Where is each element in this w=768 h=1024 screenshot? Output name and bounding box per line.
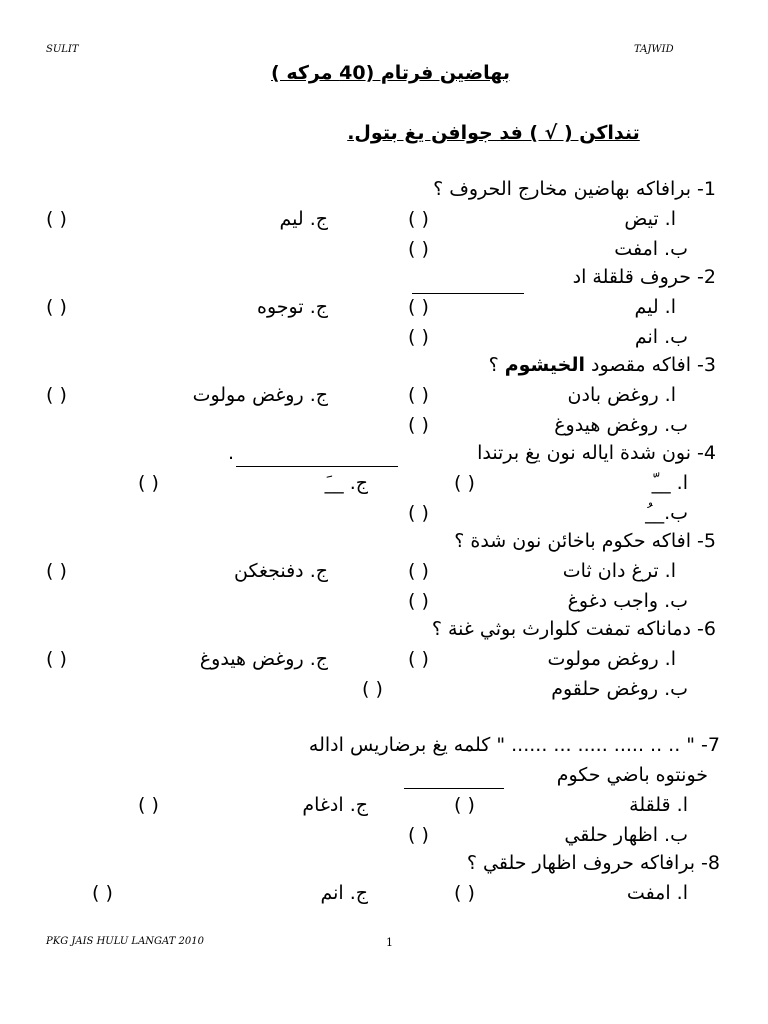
q8-box-c[interactable]: ( ) <box>92 882 113 904</box>
q6-option-a: ا. روغض مولوت <box>547 648 676 670</box>
footer-left: PKG JAIS HULU LANGAT 2010 <box>46 936 204 947</box>
q1-box-c[interactable]: ( ) <box>46 208 67 230</box>
q7-box-b[interactable]: ( ) <box>408 824 429 846</box>
q2-option-b: ب. انم <box>634 326 688 348</box>
question-2: 2- حروف قلقلة اد <box>572 266 716 288</box>
header-left: SULIT <box>46 44 79 55</box>
q3-option-a: ا. روغض بادن <box>567 384 676 406</box>
q2-option-c: ج. توجوه <box>257 296 328 318</box>
q7-option-b: ب. اظهار حلقي <box>564 824 688 846</box>
question-1: 1- برافاكه بهاضين مخارج الحروف ؟ <box>433 178 716 200</box>
q5-box-a[interactable]: ( ) <box>408 560 429 582</box>
q7-option-c: ج. ادغام <box>302 794 368 816</box>
q5-option-b: ب. واجب دغوغ <box>567 590 688 612</box>
q3-option-c: ج. روغض مولوت <box>192 384 328 406</box>
question-3 <box>489 354 716 376</box>
q3-box-c[interactable]: ( ) <box>46 384 67 406</box>
q3-mark: ؟ <box>488 354 499 376</box>
q8-option-a: ا. امفت <box>626 882 688 904</box>
q3-bold-term: الخيشوم <box>504 354 585 376</box>
q4-box-a[interactable]: ( ) <box>454 472 475 494</box>
q7-box-a[interactable]: ( ) <box>454 794 475 816</box>
q6-box-c[interactable]: ( ) <box>46 648 67 670</box>
question-5: 5- افاكه حكوم باخائن نون شدة ؟ <box>454 530 716 552</box>
q6-box-b[interactable]: ( ) <box>362 678 383 700</box>
q4-box-b[interactable]: ( ) <box>408 502 429 524</box>
q2-answer-blank <box>412 291 524 294</box>
q4-answer-blank <box>236 464 398 467</box>
q3-box-b[interactable]: ( ) <box>408 414 429 436</box>
q8-option-c: ج. انم <box>320 882 368 904</box>
q4-option-c: ج. __َ <box>324 472 368 494</box>
question-4: 4- نون شدة اياله نون يغ برتندا <box>477 442 716 464</box>
q5-option-a: ا. ترغ دان ثات <box>562 560 676 582</box>
q7-answer-blank <box>404 786 504 789</box>
q3-text: 3- افاكه مقصود <box>591 354 716 376</box>
instruction: تنداكن ( √ ) فد جوافن يغ بتول. <box>347 122 640 144</box>
q2-box-a[interactable]: ( ) <box>408 296 429 318</box>
q6-box-a[interactable]: ( ) <box>408 648 429 670</box>
q4-box-c[interactable]: ( ) <box>138 472 159 494</box>
q2-box-b[interactable]: ( ) <box>408 326 429 348</box>
q6-option-c: ج. روغض هيدوغ <box>199 648 328 670</box>
question-7-line-2: خونتوه باضي حكوم <box>556 764 708 786</box>
page-title: بهاضين فرتام (40 مركه ) <box>271 62 510 84</box>
q1-box-b[interactable]: ( ) <box>408 238 429 260</box>
q5-option-c: ج. دفنجغكن <box>233 560 328 582</box>
question-7-line-1: 7- " .. .. ..... ..... ... ...... " كلمه يغ برضاريس اداله <box>308 734 720 756</box>
q4-option-a: ا. __ّ <box>651 472 688 494</box>
q4-period: . <box>228 442 235 464</box>
question-6: 6- دماناكه تمفت كلوارث بوثي غنة ؟ <box>431 618 716 640</box>
q8-box-a[interactable]: ( ) <box>454 882 475 904</box>
page-number: 1 <box>386 936 393 949</box>
header-right: TAJWID <box>634 44 674 55</box>
question-8: 8- برافاكه حروف اظهار حلقي ؟ <box>466 852 720 874</box>
q1-box-a[interactable]: ( ) <box>408 208 429 230</box>
q6-option-b: ب. روغض حلقوم <box>551 678 688 700</box>
q4-option-b: ب.__ُ <box>645 502 688 524</box>
q1-option-a: ا. تيض <box>624 208 676 230</box>
q7-box-c[interactable]: ( ) <box>138 794 159 816</box>
q5-box-c[interactable]: ( ) <box>46 560 67 582</box>
q5-box-b[interactable]: ( ) <box>408 590 429 612</box>
q1-option-c: ج. ليم <box>279 208 328 230</box>
q3-box-a[interactable]: ( ) <box>408 384 429 406</box>
q3-option-b: ب. روغض هيدوغ <box>554 414 688 436</box>
q2-box-c[interactable]: ( ) <box>46 296 67 318</box>
q7-option-a: ا. قلقلة <box>629 794 688 816</box>
q2-option-a: ا. ليم <box>634 296 676 318</box>
q1-option-b: ب. امفت <box>614 238 688 260</box>
